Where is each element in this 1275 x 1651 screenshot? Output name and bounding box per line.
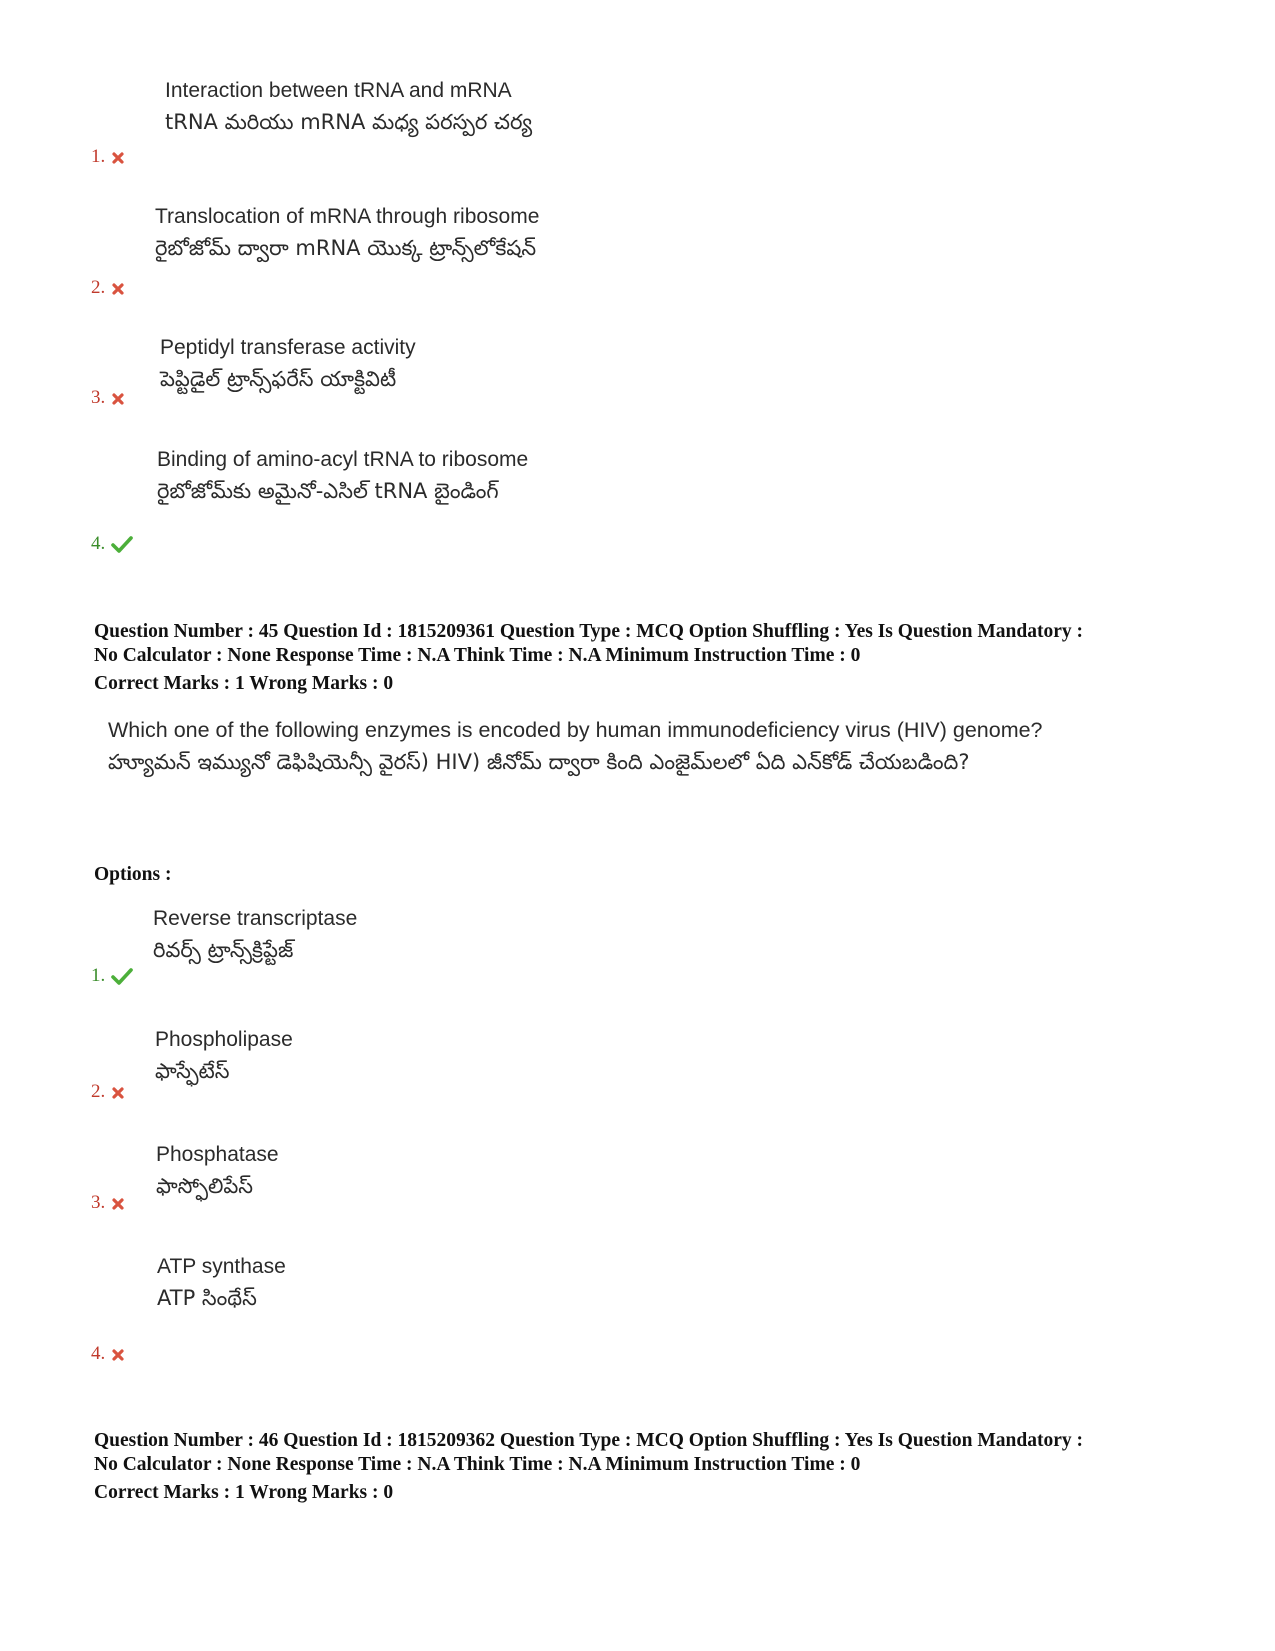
option-number: 2. — [91, 1081, 106, 1102]
question-text-te: హ్యూమన్ ఇమ్యునో డెఫిషియెన్సీ వైరస్) HIV) జీనోమ్ ద్వారా కింది ఎంజైమ్‌లలో ఏది ఎన్‌కోడ్ చేయబడింది? — [108, 750, 970, 774]
q45-option-2-number — [91, 1081, 125, 1103]
checkmark-icon — [111, 968, 133, 986]
cross-icon — [111, 1197, 125, 1211]
option-number: 4. — [91, 1343, 106, 1364]
option-text-en: Reverse transcriptase — [153, 907, 358, 930]
prev-option-2 — [155, 202, 539, 264]
prev-option-3 — [160, 333, 416, 395]
cross-icon — [111, 1086, 125, 1100]
option-text-en: Translocation of mRNA through ribosome — [155, 205, 540, 228]
option-number: 2. — [91, 277, 106, 298]
q45-option-4 — [157, 1252, 286, 1314]
prev-option-1-number — [91, 146, 125, 168]
option-number: 1. — [91, 965, 106, 986]
q45-option-1-number — [91, 965, 133, 987]
question-45-meta — [94, 620, 1214, 696]
option-text-te: ఫాస్ఫేటేస్ — [155, 1059, 230, 1083]
marks-line: Correct Marks : 1 Wrong Marks : 0 — [94, 673, 394, 694]
option-text-te: ఫాస్ఫోలిపేస్ — [156, 1174, 254, 1198]
prev-option-4-number — [91, 533, 133, 555]
option-text-te: tRNA మరియు mRNA మధ్య పరస్పర చర్య — [165, 110, 533, 134]
checkmark-icon — [111, 536, 133, 554]
option-text-te: రైబోజోమ్ ద్వారా mRNA యొక్క ట్రాన్స్‌లోకేషన్ — [155, 236, 537, 260]
q45-option-4-number — [91, 1343, 125, 1365]
option-text-en: Interaction between tRNA and mRNA — [165, 79, 512, 102]
prev-option-4 — [157, 445, 528, 507]
question-meta-line: No Calculator : None Response Time : N.A Think Time : N.A Minimum Instruction Time : 0 — [94, 645, 861, 666]
question-46-meta — [94, 1429, 1214, 1505]
cross-icon — [111, 151, 125, 165]
cross-icon — [111, 392, 125, 406]
q45-option-3 — [156, 1140, 279, 1202]
option-text-en: Peptidyl transferase activity — [160, 336, 416, 359]
option-number: 1. — [91, 146, 106, 167]
option-text-te: పెప్టిడైల్ ట్రాన్స్‌ఫరేస్ యాక్టివిటీ — [160, 367, 397, 391]
question-meta-line: No Calculator : None Response Time : N.A Think Time : N.A Minimum Instruction Time : 0 — [94, 1454, 861, 1475]
option-number: 3. — [91, 387, 106, 408]
option-text-te: రైబోజోమ్‌కు అమైనో-ఎసిల్ tRNA బైండింగ్ — [157, 479, 499, 503]
question-45-text — [108, 716, 1108, 778]
option-text-en: Phospholipase — [155, 1028, 293, 1051]
q45-option-3-number — [91, 1192, 125, 1214]
option-text-en: Binding of amino-acyl tRNA to ribosome — [157, 448, 529, 471]
option-text-te: ATP సింథేస్ — [157, 1286, 257, 1310]
prev-option-2-number — [91, 277, 125, 299]
option-text-te: రివర్స్ ట్రాన్స్‌క్రిప్టేజ్ — [153, 938, 294, 962]
prev-option-3-number — [91, 387, 125, 409]
question-text-en: Which one of the following enzymes is encoded by human immunodeficiency virus (HIV) genome? — [108, 718, 1043, 742]
prev-option-1 — [165, 76, 532, 138]
cross-icon — [111, 282, 125, 296]
option-number: 4. — [91, 533, 106, 554]
option-text-en: Phosphatase — [156, 1143, 279, 1166]
cross-icon — [111, 1348, 125, 1362]
marks-line: Correct Marks : 1 Wrong Marks : 0 — [94, 1482, 394, 1503]
q45-option-1 — [153, 904, 357, 966]
option-text-en: ATP synthase — [157, 1255, 286, 1278]
question-meta-line: Question Number : 46 Question Id : 1815209362 Question Type : MCQ Option Shuffling : Yes Is Question Mandatory : — [94, 1430, 1083, 1451]
option-number: 3. — [91, 1192, 106, 1213]
question-meta-line: Question Number : 45 Question Id : 1815209361 Question Type : MCQ Option Shuffling : Yes Is Question Mandatory : — [94, 621, 1083, 642]
q45-option-2 — [155, 1025, 293, 1087]
options-label: Options : — [94, 864, 172, 885]
